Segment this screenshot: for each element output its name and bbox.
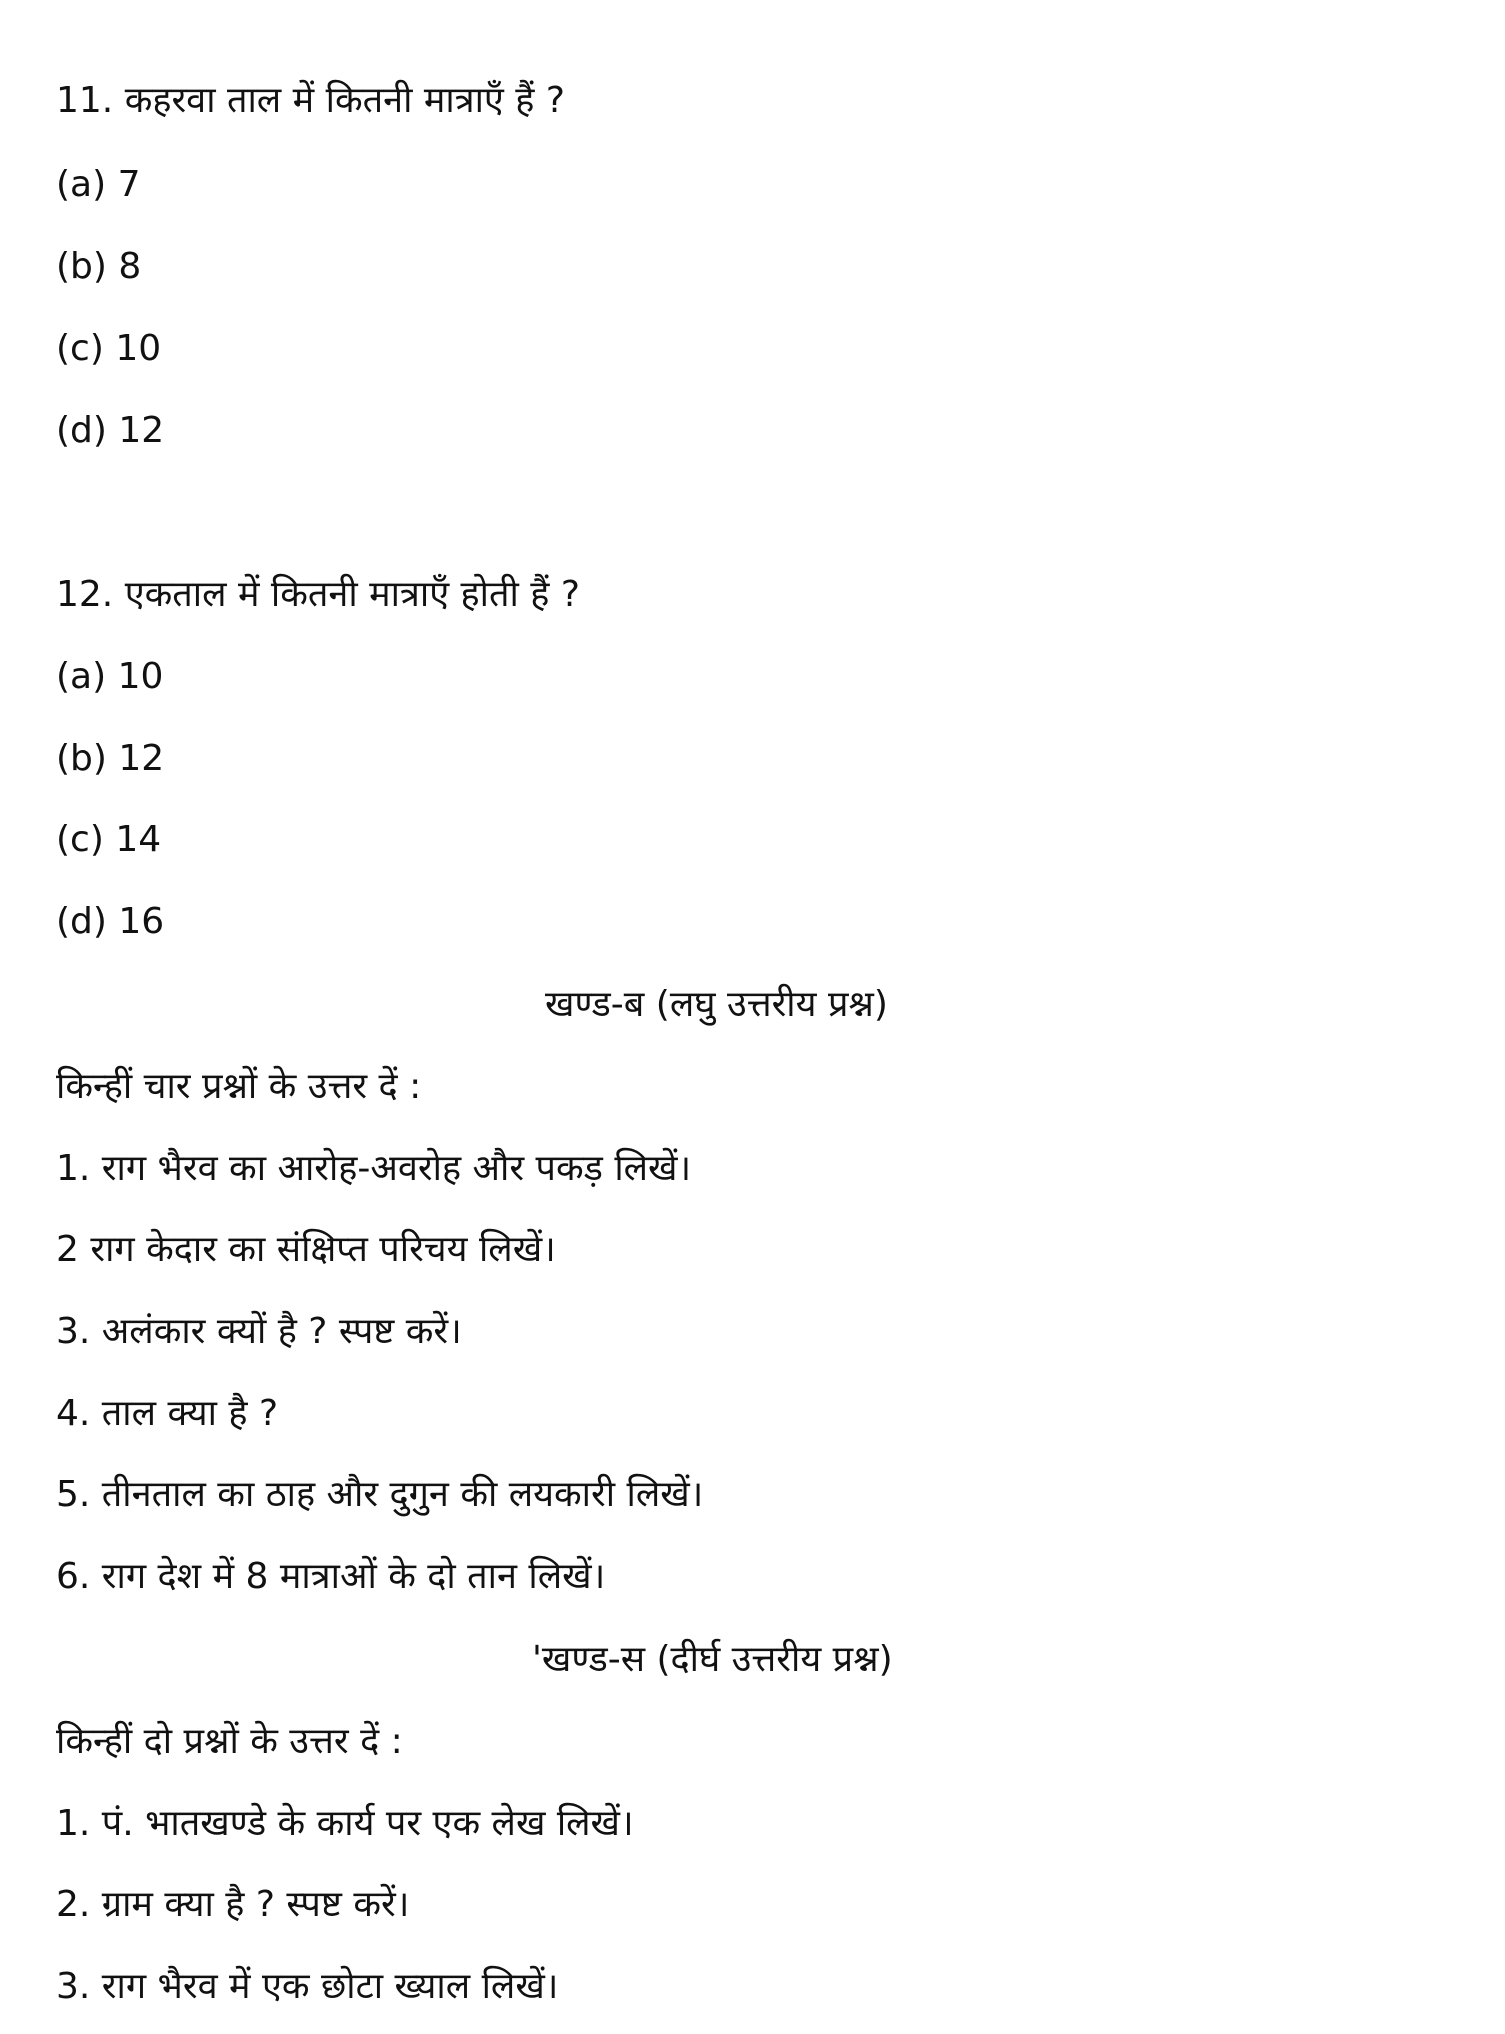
question-text: 11. कहरवा ताल में कितनी मात्राएँ हैं ? xyxy=(56,80,565,121)
long-question-3: 3. राग भैरव में एक छोटा ख्याल लिखें। xyxy=(56,1966,559,2007)
section-heading: 'खण्ड-स (दीर्घ उत्तरीय प्रश्न) xyxy=(532,1639,893,1680)
option-b: (b) 12 xyxy=(56,738,165,779)
option-a: (a) 10 xyxy=(56,656,164,697)
short-question-1: 1. राग भैरव का आरोह-अवरोह और पकड़ लिखें। xyxy=(56,1148,692,1189)
long-question-2: 2. ग्राम क्या है ? स्पष्ट करें। xyxy=(56,1884,410,1925)
option-c: (c) 10 xyxy=(56,328,162,369)
short-question-6: 6. राग देश में 8 मात्राओं के दो तान लिखें। xyxy=(56,1556,606,1597)
option-c: (c) 14 xyxy=(56,819,162,860)
option-b: (b) 8 xyxy=(56,246,142,287)
section-heading: खण्ड-ब (लघु उत्तरीय प्रश्न) xyxy=(545,984,888,1025)
option-a: (a) 7 xyxy=(56,164,141,205)
section-instruction: किन्हीं चार प्रश्नों के उत्तर दें : xyxy=(56,1066,422,1107)
short-question-2: 2 राग केदार का संक्षिप्त परिचय लिखें। xyxy=(56,1229,556,1270)
question-text: 12. एकताल में कितनी मात्राएँ होती हैं ? xyxy=(56,574,580,615)
long-question-1: 1. पं. भातखण्डे के कार्य पर एक लेख लिखें। xyxy=(56,1803,634,1844)
option-d: (d) 16 xyxy=(56,901,165,942)
short-question-3: 3. अलंकार क्यों है ? स्पष्ट करें। xyxy=(56,1311,462,1352)
short-question-5: 5. तीनताल का ठाह और दुगुन की लयकारी लिखें। xyxy=(56,1474,704,1515)
short-question-4: 4. ताल क्या है ? xyxy=(56,1393,279,1434)
option-d: (d) 12 xyxy=(56,410,165,451)
section-instruction: किन्हीं दो प्रश्नों के उत्तर दें : xyxy=(56,1721,403,1762)
